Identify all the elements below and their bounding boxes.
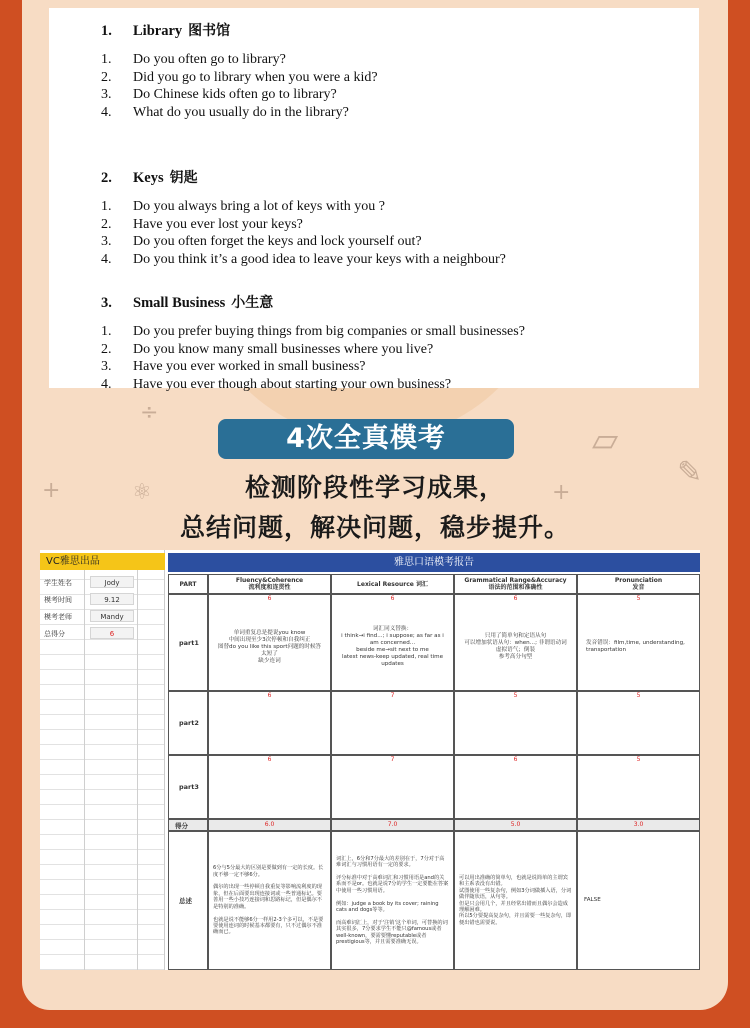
total-lexical: 7.0 [331, 819, 454, 831]
info-row: 模考时间 9.12 [40, 591, 165, 607]
part2-pronunciation-cell: 5 [577, 691, 700, 755]
info-row: 学生姓名 Jody [40, 574, 165, 590]
part2-lexical-cell: 7 [331, 691, 454, 755]
topic-library [101, 22, 699, 169]
header-pronunciation: Pronunciation 发音 [577, 574, 700, 594]
part2-fluency-cell: 6 [208, 691, 331, 755]
topic-keys [101, 169, 699, 294]
plus-doodle-icon: + [42, 478, 61, 503]
topic-small-business [101, 294, 699, 393]
part3-fluency-cell: 6 [208, 755, 331, 819]
part3-pronunciation-cell: 5 [577, 755, 700, 819]
info-row: 模考老师 Mandy [40, 608, 165, 624]
question-item: 1. Do you often go to library? [101, 52, 286, 67]
header-grammar: Grammatical Range&Accuracy 语法的范围和准确性 [454, 574, 577, 594]
total-pronunciation: 3.0 [577, 819, 700, 831]
header-part: PART [168, 574, 208, 594]
summary-lexical: 词汇上，6分和7分最大的差别在于，7分对于高难词汇与习惯用语有一定的要求。 评分标准中对于高难词汇和习惯用语是and的关系而不是or。也就是说7分的学生一定要能在答案中使用一些习惯用语。 例如：judge a book by its cover; raining cats and dogs等等。 而高难词汇上，对于'注销'这个单词，可替换的词其实很多，7分要求学生不能只@famous或者well-known，要需要懂reputable或者prestigious等，并且需要准确无误。 [331, 831, 454, 970]
question-item: 3. Have you ever worked in small business? [101, 359, 366, 374]
speaking-report-sheet [40, 550, 700, 970]
header-fluency: Fluency&Coherence 流利度和连贯性 [208, 574, 331, 594]
part1-label: part1 [168, 594, 208, 691]
question-item: 1. Do you prefer buying things from big companies or small businesses? [101, 324, 525, 339]
question-item: 4. Have you ever though about starting your own business? [101, 376, 452, 392]
divide-doodle-icon: ÷ [140, 400, 159, 425]
pencil-doodle-icon: ✎ [677, 455, 703, 490]
question-item: 3. Do Chinese kids often go to library? [101, 87, 337, 102]
question-item: 2. Did you go to library when you were a kid? [101, 69, 378, 85]
info-row: 总得分 6 [40, 625, 165, 641]
topic-title: 3. Small Business 小生意 [101, 295, 274, 311]
report-title: 雅思口语模考报告 [168, 553, 700, 572]
part2-grammar-cell: 5 [454, 691, 577, 755]
molecule-doodle-icon: ⚛ [132, 480, 152, 505]
plus-doodle-icon: + [552, 480, 571, 505]
mock-exam-banner: 4次全真模考 [218, 419, 514, 459]
question-item: 2. Do you know many small businesses where you live? [101, 341, 434, 357]
summary-fluency: 6分与5分最大的区别是要做到有一定的长度。长度不够一定不够6分。 偶尔的出现一些停顿自我重复等影响流利度的现象，但在后面要出现连接词或一些普通标记。要善用一些小技巧连接词和思路标记，但是偶尔不是特别的准确。 也就是说不能够6分一样用2-3个多可以，不是要要使用连词的时候基本都要有，只不过偶尔不准确而已。 [208, 831, 331, 970]
question-item: 1. Do you always bring a lot of keys with you ? [101, 199, 385, 214]
total-label: 得分 [168, 819, 208, 831]
question-sheet [49, 8, 699, 392]
summary-grammar: 可以用出准确的简单句，也就是说简单的主谓宾和主系表没有出错。 试图使用一些复杂句，例如3分词做插入语，分词做伴随状语，从句等。 但是只会用几个，并且经常出错而且偶尔会造成理解困难。 所以5分要提高复杂句，并且需要一些复杂句，即便出错也需要说。 [454, 831, 577, 970]
part3-label: part3 [168, 755, 208, 819]
header-lexical: Lexical Resource 词汇 [331, 574, 454, 594]
question-item: 3. Do you often forget the keys and lock yourself out? [101, 234, 422, 249]
subtitle-line-1: 检测阶段性学习成果， [244, 473, 505, 502]
part1-grammar-cell: 6 只用了简单句和定语从句 可以增加状语从句：when...; 非谓语动词 虚拟语气；倒装 参考高分句型 [454, 594, 577, 691]
summary-label: 总述 [168, 831, 208, 970]
part1-pronunciation-cell: 5 发音错误：film,time, understanding, transportation [577, 594, 700, 691]
part1-fluency-cell: 6 单词重复总是提说you know 中间出现至少3次停顿和自我纠正 图替do you like this sport问题的时候答 太短了 缺少连词 [208, 594, 331, 691]
topic-title: 1. Library 图书馆 [101, 23, 231, 39]
book-doodle-icon: ▱ [592, 420, 619, 460]
subtitle-line-2: 总结问题，解决问题，稳步提升。 [179, 513, 570, 542]
total-grammar: 5.0 [454, 819, 577, 831]
question-item: 4. Do you think it’s a good idea to leave your keys with a neighbour? [101, 251, 506, 267]
report-grid [168, 574, 700, 970]
student-info-panel [40, 550, 165, 970]
brand-label: VC雅思出品 [40, 553, 165, 570]
part1-lexical-cell: 6 词汇同义替换： i think→i find...; i suppose; as far as i am concerned... beside me→sit next to me latest news-keep updated, real time updates [331, 594, 454, 691]
summary-pronunciation: FALSE [577, 831, 700, 970]
topic-title: 2. Keys 钥匙 [101, 170, 198, 186]
question-item: 4. What do you usually do in the library? [101, 104, 349, 120]
part3-lexical-cell: 7 [331, 755, 454, 819]
part3-grammar-cell: 6 [454, 755, 577, 819]
part2-label: part2 [168, 691, 208, 755]
question-item: 2. Have you ever lost your keys? [101, 216, 303, 232]
total-fluency: 6.0 [208, 819, 331, 831]
